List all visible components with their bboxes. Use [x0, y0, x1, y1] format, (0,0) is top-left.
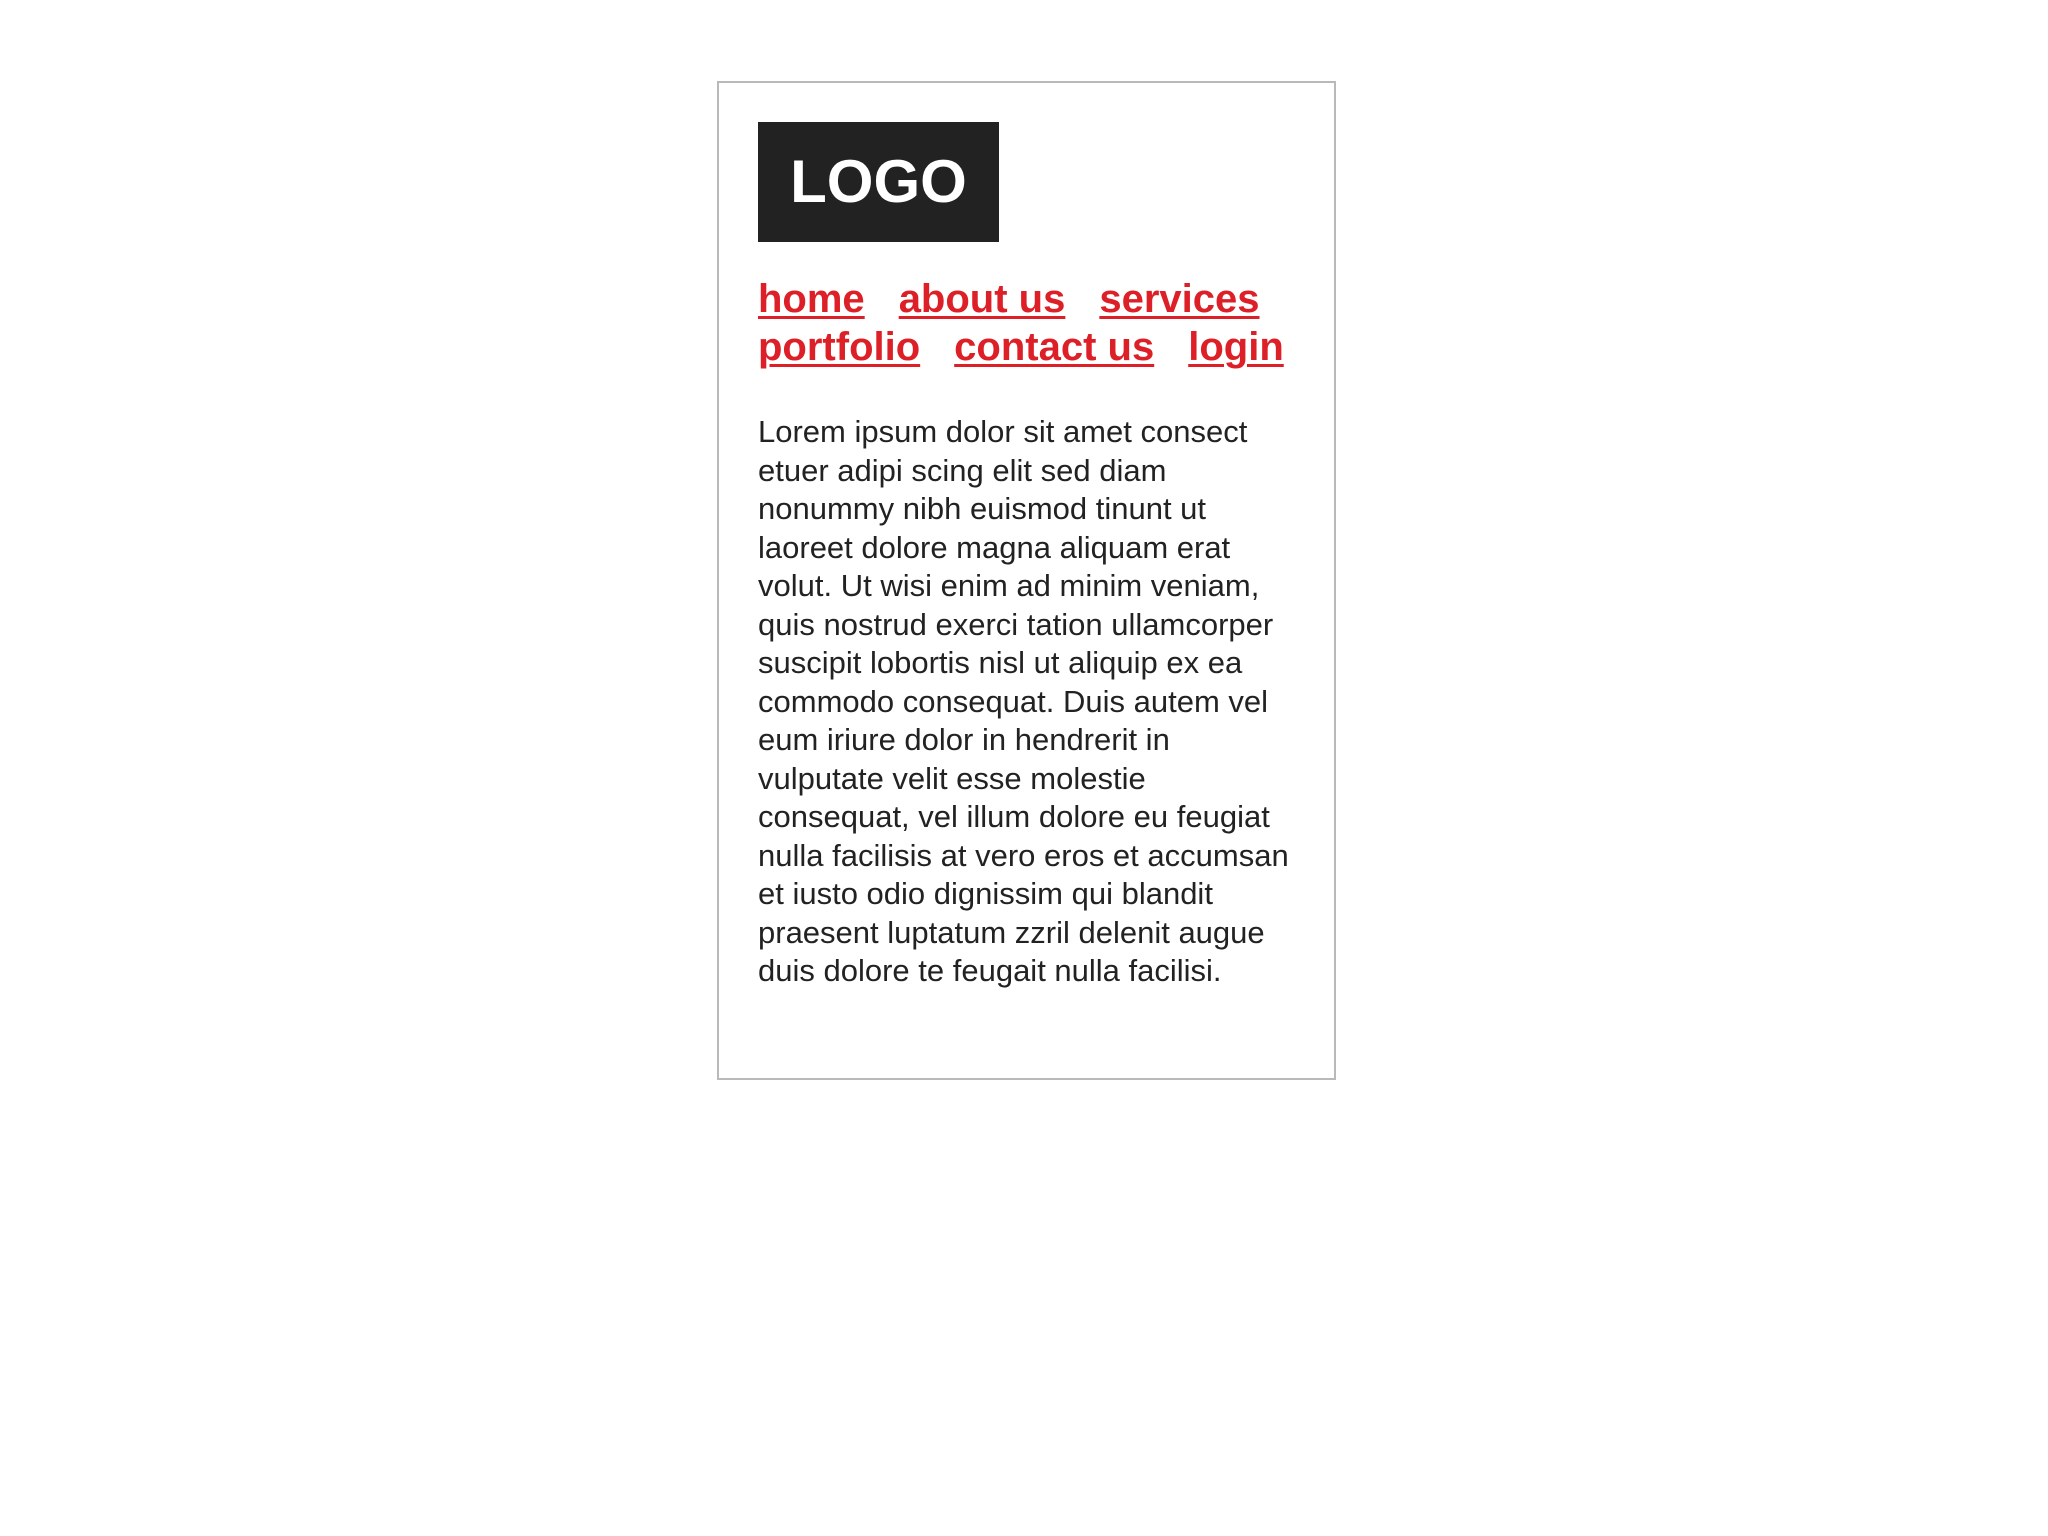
nav-link-about-us[interactable]: about us: [898, 277, 1066, 321]
body-paragraph: Lorem ipsum dolor sit amet consect etuer adipi scing elit sed diam nonummy nibh euismod tinunt ut laoreet dolore magna aliquam erat volut. Ut wisi enim ad minim veniam, quis nostrud exerci tation ullamcorper suscipit lobortis nisl ut aliquip ex ea commodo consequat. Duis autem vel eum iriure dolor in hendrerit in vulputate velit esse molestie consequat, vel illum dolore eu feugiat nulla facilisis at vero eros et accumsan et iusto odio dignissim qui blandit praesent luptatum zzril delenit augue duis dolore te feugait nulla facilisi.: [758, 414, 1289, 988]
main-navigation: [758, 275, 1318, 371]
nav-link-home[interactable]: home: [758, 277, 865, 321]
nav-row-2: [758, 323, 1318, 371]
nav-link-contact-us[interactable]: contact us: [954, 325, 1155, 369]
nav-link-portfolio[interactable]: portfolio: [758, 325, 921, 369]
mobile-page-frame: [717, 81, 1336, 1080]
nav-link-services[interactable]: services: [1099, 277, 1260, 321]
nav-link-login[interactable]: login: [1188, 325, 1284, 369]
nav-row-1: [758, 275, 1318, 323]
logo[interactable]: LOGO: [758, 122, 999, 242]
